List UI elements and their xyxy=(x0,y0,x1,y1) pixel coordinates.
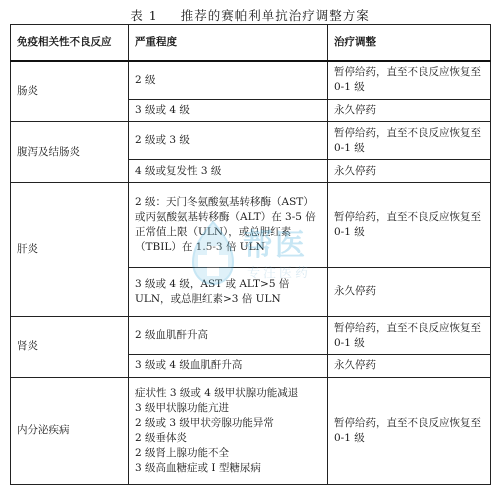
table-caption xyxy=(0,6,500,24)
adjustment-cell: 永久停药 xyxy=(328,267,491,316)
adjustment-cell: 暂停给药，直至不良反应恢复至 0-1 级 xyxy=(328,122,491,160)
table-row xyxy=(11,183,491,267)
severity-cell: 3 级或 4 级血肌酐升高 xyxy=(129,355,328,378)
header-row xyxy=(11,25,491,61)
adjustment-cell: 永久停药 xyxy=(328,99,491,122)
watermark-brand: 帮医 xyxy=(243,228,307,263)
severity-cell: 2 级血肌酐升高 xyxy=(129,316,328,354)
reaction-cell: 肝炎 xyxy=(11,183,129,317)
reaction-cell: 内分泌疾病 xyxy=(11,377,129,484)
severity-cell: 2 级 xyxy=(129,61,328,100)
adjustment-cell: 暂停给药，直至不良反应恢复至 0-1 级 xyxy=(328,316,491,354)
header-adjustment: 治疗调整 xyxy=(328,25,491,61)
table-row xyxy=(11,61,491,100)
reaction-cell: 腹泻及结肠炎 xyxy=(11,122,129,183)
severity-cell: 2 级或 3 级 xyxy=(129,122,328,160)
severity-cell: 4 级或复发性 3 级 xyxy=(129,160,328,183)
table-row xyxy=(11,122,491,160)
header-reaction: 免疫相关性不良反应 xyxy=(11,25,129,61)
header-severity: 严重程度 xyxy=(129,25,328,61)
table-row xyxy=(11,377,491,484)
adjustment-cell: 暂停给药，直至不良反应恢复至 0-1 级 xyxy=(328,377,491,484)
table-row xyxy=(11,316,491,354)
adjustment-cell: 暂停给药，直至不良反应恢复至 0-1 级 xyxy=(328,183,491,267)
watermark-tagline: 专注医药 xyxy=(247,266,312,281)
reaction-cell: 肾炎 xyxy=(11,316,129,377)
severity-cell: 症状性 3 级或 4 级甲状腺功能减退 3 级甲状腺功能亢进 2 级或 3 级甲状旁腺功能异常 2 级垂体炎 2 级肾上腺功能不全 3 级高血糖症或 I 型糖尿病 xyxy=(129,377,328,484)
adjustment-cell: 暂停给药，直至不良反应恢复至 0-1 级 xyxy=(328,61,491,100)
adjustment-cell: 永久停药 xyxy=(328,160,491,183)
severity-cell: 2 级：天门冬氨酸氨基转移酶（AST）或丙氨酸氨基转移酶（ALT）在 3-5 倍正常值上限（ULN），或总胆红素（TBIL）在 1.5-3 倍 ULN xyxy=(129,183,328,267)
reaction-cell: 肠炎 xyxy=(11,61,129,122)
table-number: 表 1 xyxy=(130,8,158,23)
severity-cell: 3 级或 4 级 xyxy=(129,99,328,122)
adjustment-cell: 永久停药 xyxy=(328,355,491,378)
dose-adjustment-table xyxy=(10,24,491,485)
table-title: 推荐的赛帕利单抗治疗调整方案 xyxy=(180,8,370,23)
severity-cell: 3 级或 4 级，AST 或 ALT>5 倍 ULN，或总胆红素>3 倍 ULN xyxy=(129,267,328,316)
